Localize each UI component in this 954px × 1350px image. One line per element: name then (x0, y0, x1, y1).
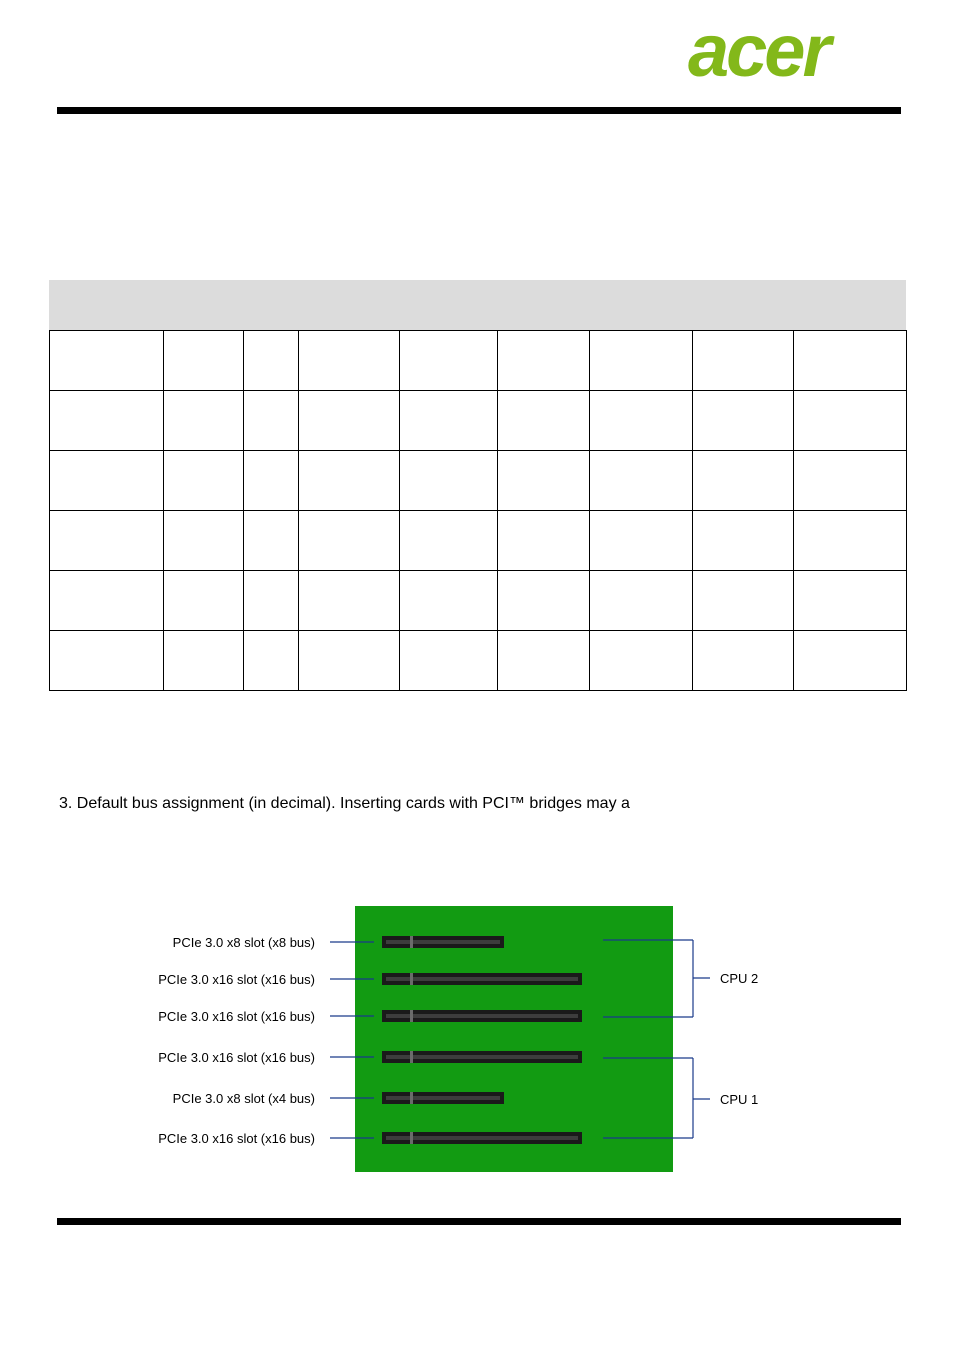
slot-contacts (386, 1096, 500, 1100)
svg-text:acer: acer (688, 22, 829, 84)
slot-contacts (386, 1136, 578, 1140)
slot-label: PCIe 3.0 x8 slot (x8 bus) (172, 935, 315, 950)
slot-label: PCIe 3.0 x16 slot (x16 bus) (158, 1009, 315, 1024)
cpu2-label: CPU 2 (720, 971, 759, 986)
slot-label: PCIe 3.0 x16 slot (x16 bus) (158, 1050, 315, 1065)
slot-contacts (386, 977, 578, 981)
slot-contacts (386, 1055, 578, 1059)
slot-key (410, 1051, 413, 1063)
footer-rule (57, 1218, 901, 1225)
slot-key (410, 973, 413, 985)
slot-key (410, 1010, 413, 1022)
pcie-slot (173, 1091, 504, 1106)
bus-assignment-note: 3. Default bus assignment (in decimal). Inserting cards with PCI™ bridges may a (59, 795, 630, 812)
slot-key (410, 1132, 413, 1144)
slot-key (410, 1092, 413, 1104)
slot-key (410, 936, 413, 948)
slot-label: PCIe 3.0 x16 slot (x16 bus) (158, 972, 315, 987)
slot-label: PCIe 3.0 x16 slot (x16 bus) (158, 1131, 315, 1146)
pcie-slot (173, 935, 504, 950)
cpu1-label: CPU 1 (720, 1092, 759, 1107)
slot-contacts (386, 1014, 578, 1018)
slot-label: PCIe 3.0 x8 slot (x4 bus) (172, 1091, 315, 1106)
slot-contacts (386, 940, 500, 944)
